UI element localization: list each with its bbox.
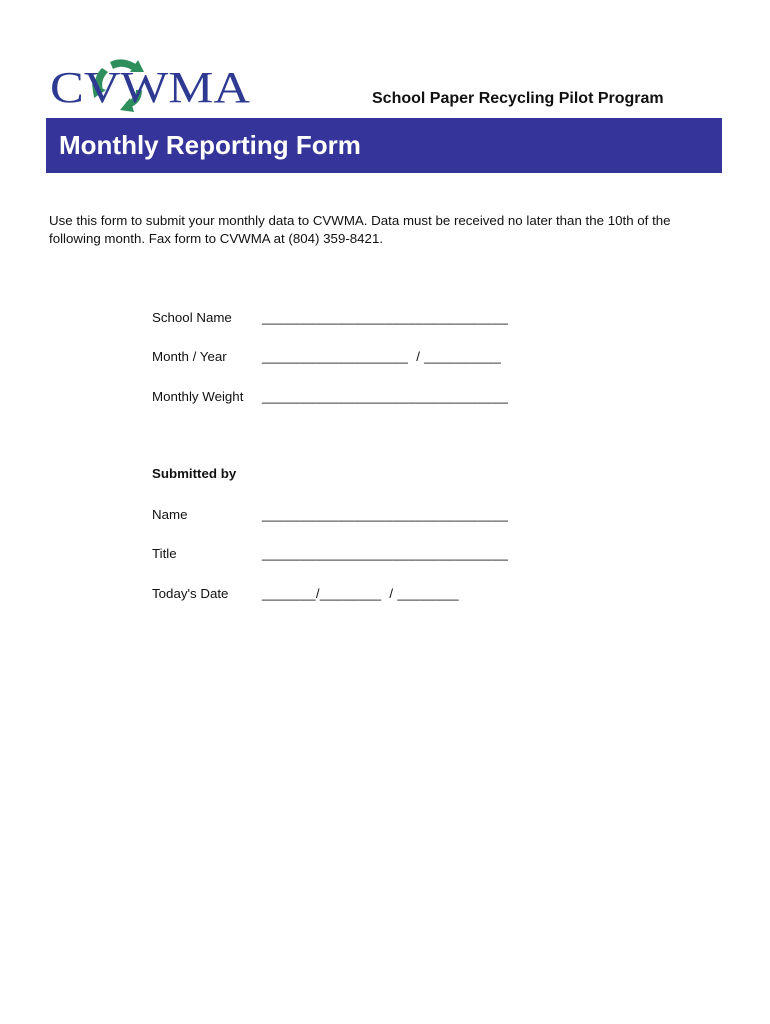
month-year-field[interactable] <box>152 349 502 364</box>
monthly-weight-field[interactable] <box>152 389 509 404</box>
month-year-label: Month / Year <box>152 349 227 364</box>
submitter-name-field[interactable] <box>152 507 509 522</box>
school-name-label: School Name <box>152 310 232 325</box>
instructions-text: Use this form to submit your monthly data to CVWMA. Data must be received no later than the 10th of the following month. Fax form to CVWMA at (804) 359-8421. <box>49 213 671 246</box>
submitter-title-blank[interactable]: ________________________________ <box>262 546 509 561</box>
todays-date-blank[interactable]: _______/________ / ________ <box>262 586 459 601</box>
form-title: Monthly Reporting Form <box>59 130 361 160</box>
submitter-name-label: Name <box>152 507 188 522</box>
form-title-banner <box>46 118 722 173</box>
submitter-title-label: Title <box>152 546 177 561</box>
logo-text: CVWMA <box>50 63 251 112</box>
todays-date-field[interactable] <box>152 586 459 601</box>
todays-date-label: Today's Date <box>152 586 229 601</box>
school-name-field[interactable] <box>152 310 509 325</box>
monthly-weight-blank[interactable]: ________________________________ <box>262 389 509 404</box>
program-title: School Paper Recycling Pilot Program <box>372 90 664 107</box>
submitter-name-blank[interactable]: ________________________________ <box>262 507 509 522</box>
school-name-blank[interactable]: ________________________________ <box>262 310 509 325</box>
submitted-by-heading: Submitted by <box>152 466 237 481</box>
submitter-title-field[interactable] <box>152 546 509 561</box>
month-year-blank[interactable]: ___________________ / __________ <box>262 349 502 364</box>
monthly-weight-label: Monthly Weight <box>152 389 244 404</box>
cvwma-logo <box>50 56 252 114</box>
